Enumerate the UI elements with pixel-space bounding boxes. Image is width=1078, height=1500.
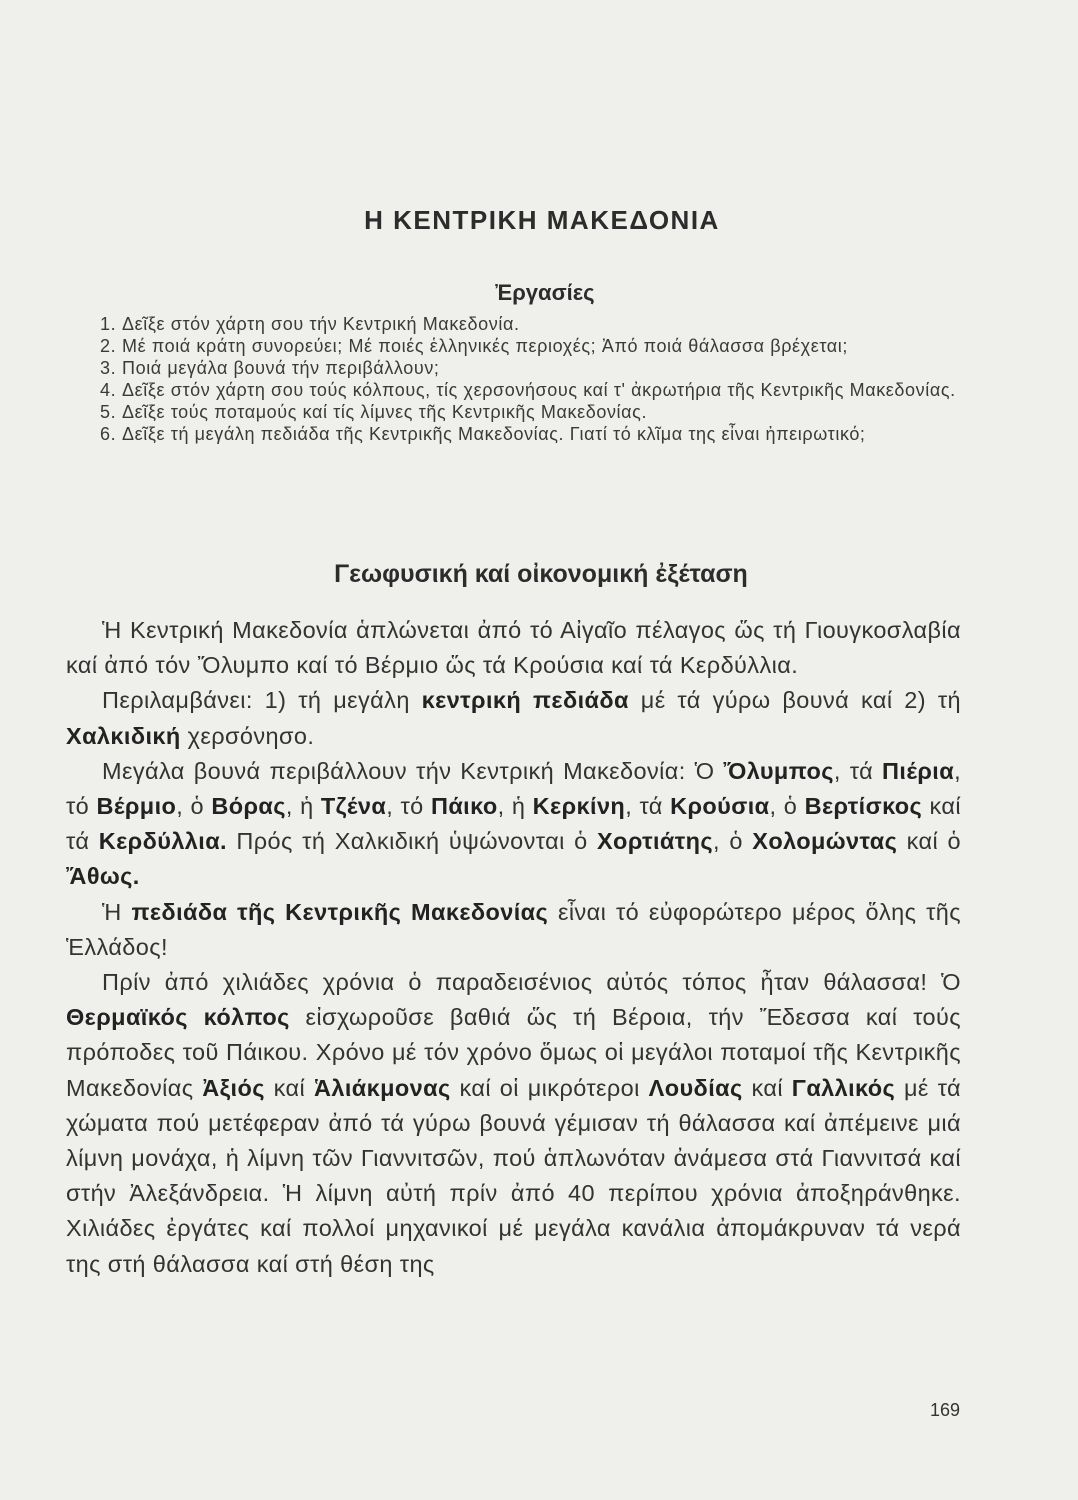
paragraph: Περιλαμβάνει: 1) τή μεγάλη κεντρική πεδιάδα μέ τά γύρω βουνά καί 2) τή Χαλκιδική χερσόνησο. [66,687,961,749]
exercise-item [100,423,960,445]
bold-term: Κερδύλλια. [98,828,227,855]
exercise-text: Δεῖξε τούς ποταμούς καί τίς λίμνες τῆς Κεντρικῆς Μακεδονίας. [122,402,648,422]
bold-term: κεντρική πεδιάδα [421,687,629,714]
bold-term: Χολομώντας [752,828,898,855]
exercise-number: 4. [100,380,117,400]
bold-term: Βέρμιο [96,793,177,820]
bold-term: Βερτίσκος [804,793,923,820]
exercise-text: Μέ ποιά κράτη συνορεύει; Μέ ποιές ἑλληνικές περιοχές; Ἀπό ποιά θάλασσα βρέχεται; [122,336,848,356]
bold-term: Πιέρια [882,757,955,784]
exercise-text: Δεῖξε στόν χάρτη σου τήν Κεντρική Μακεδονία. [122,314,520,334]
paragraph: Ἡ πεδιάδα τῆς Κεντρικῆς Μακεδονίας εἶναι τό εὐφορώτερο μέρος ὅλης τῆς Ἑλλάδος! [66,898,961,960]
bold-term: Κρούσια [670,793,770,820]
paragraph: Ἡ Κεντρική Μακεδονία ἁπλώνεται ἀπό τό Αἰγαῖο πέλαγος ὥς τή Γιουγκοσλαβία καί ἀπό τόν Ὄλυμπο καί τό Βέρμιο ὥς τά Κρούσια καί τά Κερδύλλια. [66,617,961,679]
bold-term: Λουδίας [648,1074,743,1101]
exercise-text: Ποιά μεγάλα βουνά τήν περιβάλλουν; [122,358,440,378]
exercise-item [100,335,960,357]
bold-term: Πάικο [430,793,498,820]
bold-term: πεδιάδα τῆς Κεντρικῆς Μακεδονίας [131,898,549,925]
bold-term: Γαλλικός [791,1074,896,1101]
exercise-number: 6. [100,424,117,444]
body-text [66,613,961,1282]
exercise-item [100,313,960,335]
exercise-number: 2. [100,336,117,356]
exercise-item [100,401,960,423]
section-heading: Γεωφυσική καί οἰκονομική ἐξέταση [334,560,748,588]
chapter-title: Η ΚΕΝΤΡΙΚΗ ΜΑΚΕΔΟΝΙΑ [364,205,720,235]
bold-term: Ἄθως. [66,863,140,890]
exercise-item [100,357,960,379]
bold-term: Ὄλυμπος [723,757,834,784]
bold-term: Βόρας [211,793,286,820]
paragraph: Πρίν ἀπό χιλιάδες χρόνια ὁ παραδεισένιος αὐτός τόπος ἦταν θάλασσα! Ὁ Θερμαϊκός κόλπος εἰσχωροῦσε βαθιά ὥς τή Βέροια, τήν Ἔδεσσα καί τούς πρόποδες τοῦ Πάικου. Χρόνο μέ τόν χρόνο ὅμως οἱ μεγάλοι ποταμοί τῆς Κεντρικῆς Μακεδονίας Ἀξιός καί Ἁλιάκμονας καί οἱ μικρότεροι Λουδίας καί Γαλλικός μέ τά χώματα πού μετέφεραν ἀπό τά γύρω βουνά γέμισαν τή θάλασσα καί ἀπέμεινε μιά λίμνη μονάχα, ἡ λίμνη τῶν Γιαννιτσῶν, πού ἁπλωνόταν ἀνάμεσα στά Γιαννιτσά καί στήν Ἀλεξάνδρεια. Ἡ λίμνη αὐτή πρίν ἀπό 40 περίπου χρόνια ἀποξηράνθηκε. Χιλιάδες ἐργάτες καί πολλοί μηχανικοί μέ μεγάλα κανάλια ἀπομάκρυναν τά νερά της στή θάλασσα καί στή θέση της [66,969,962,1277]
page-number: 169 [930,1400,961,1420]
bold-term: Χαλκιδική [66,722,181,749]
bold-term: Ἀξιός [202,1074,265,1101]
exercise-item [100,379,960,401]
bold-term: Τζένα [320,793,387,820]
exercise-number: 3. [100,358,117,378]
exercise-text: Δεῖξε στόν χάρτη σου τούς κόλπους, τίς χερσονήσους καί τ' ἀκρωτήρια τῆς Κεντρικῆς Μακεδονίας. [122,380,956,400]
paragraph: Μεγάλα βουνά περιβάλλουν τήν Κεντρική Μακεδονία: Ὁ Ὄλυμπος, τά Πιέρια, τό Βέρμιο, ὁ Βόρας, ἡ Τζένα, τό Πάικο, ἡ Κερκίνη, τά Κρούσια, ὁ Βερτίσκος καί τά Κερδύλλια. Πρός τή Χαλκιδική ὑψώνονται ὁ Χορτιάτης, ὁ Χολομώντας καί ὁ Ἄθως. [66,757,961,890]
bold-term: Ἁλιάκμονας [314,1074,451,1101]
bold-term: Κερκίνη [532,793,626,820]
exercises-list [100,313,960,445]
bold-term: Χορτιάτης [596,828,714,855]
exercise-number: 5. [100,402,117,422]
bold-term: Θερμαϊκός κόλπος [66,1004,290,1031]
exercise-number: 1. [100,314,117,334]
exercise-text: Δεῖξε τή μεγάλη πεδιάδα τῆς Κεντρικῆς Μακεδονίας. Γιατί τό κλῖμα της εἶναι ἠπειρωτικό; [122,424,866,444]
exercises-heading: Ἐργασίες [495,280,595,305]
